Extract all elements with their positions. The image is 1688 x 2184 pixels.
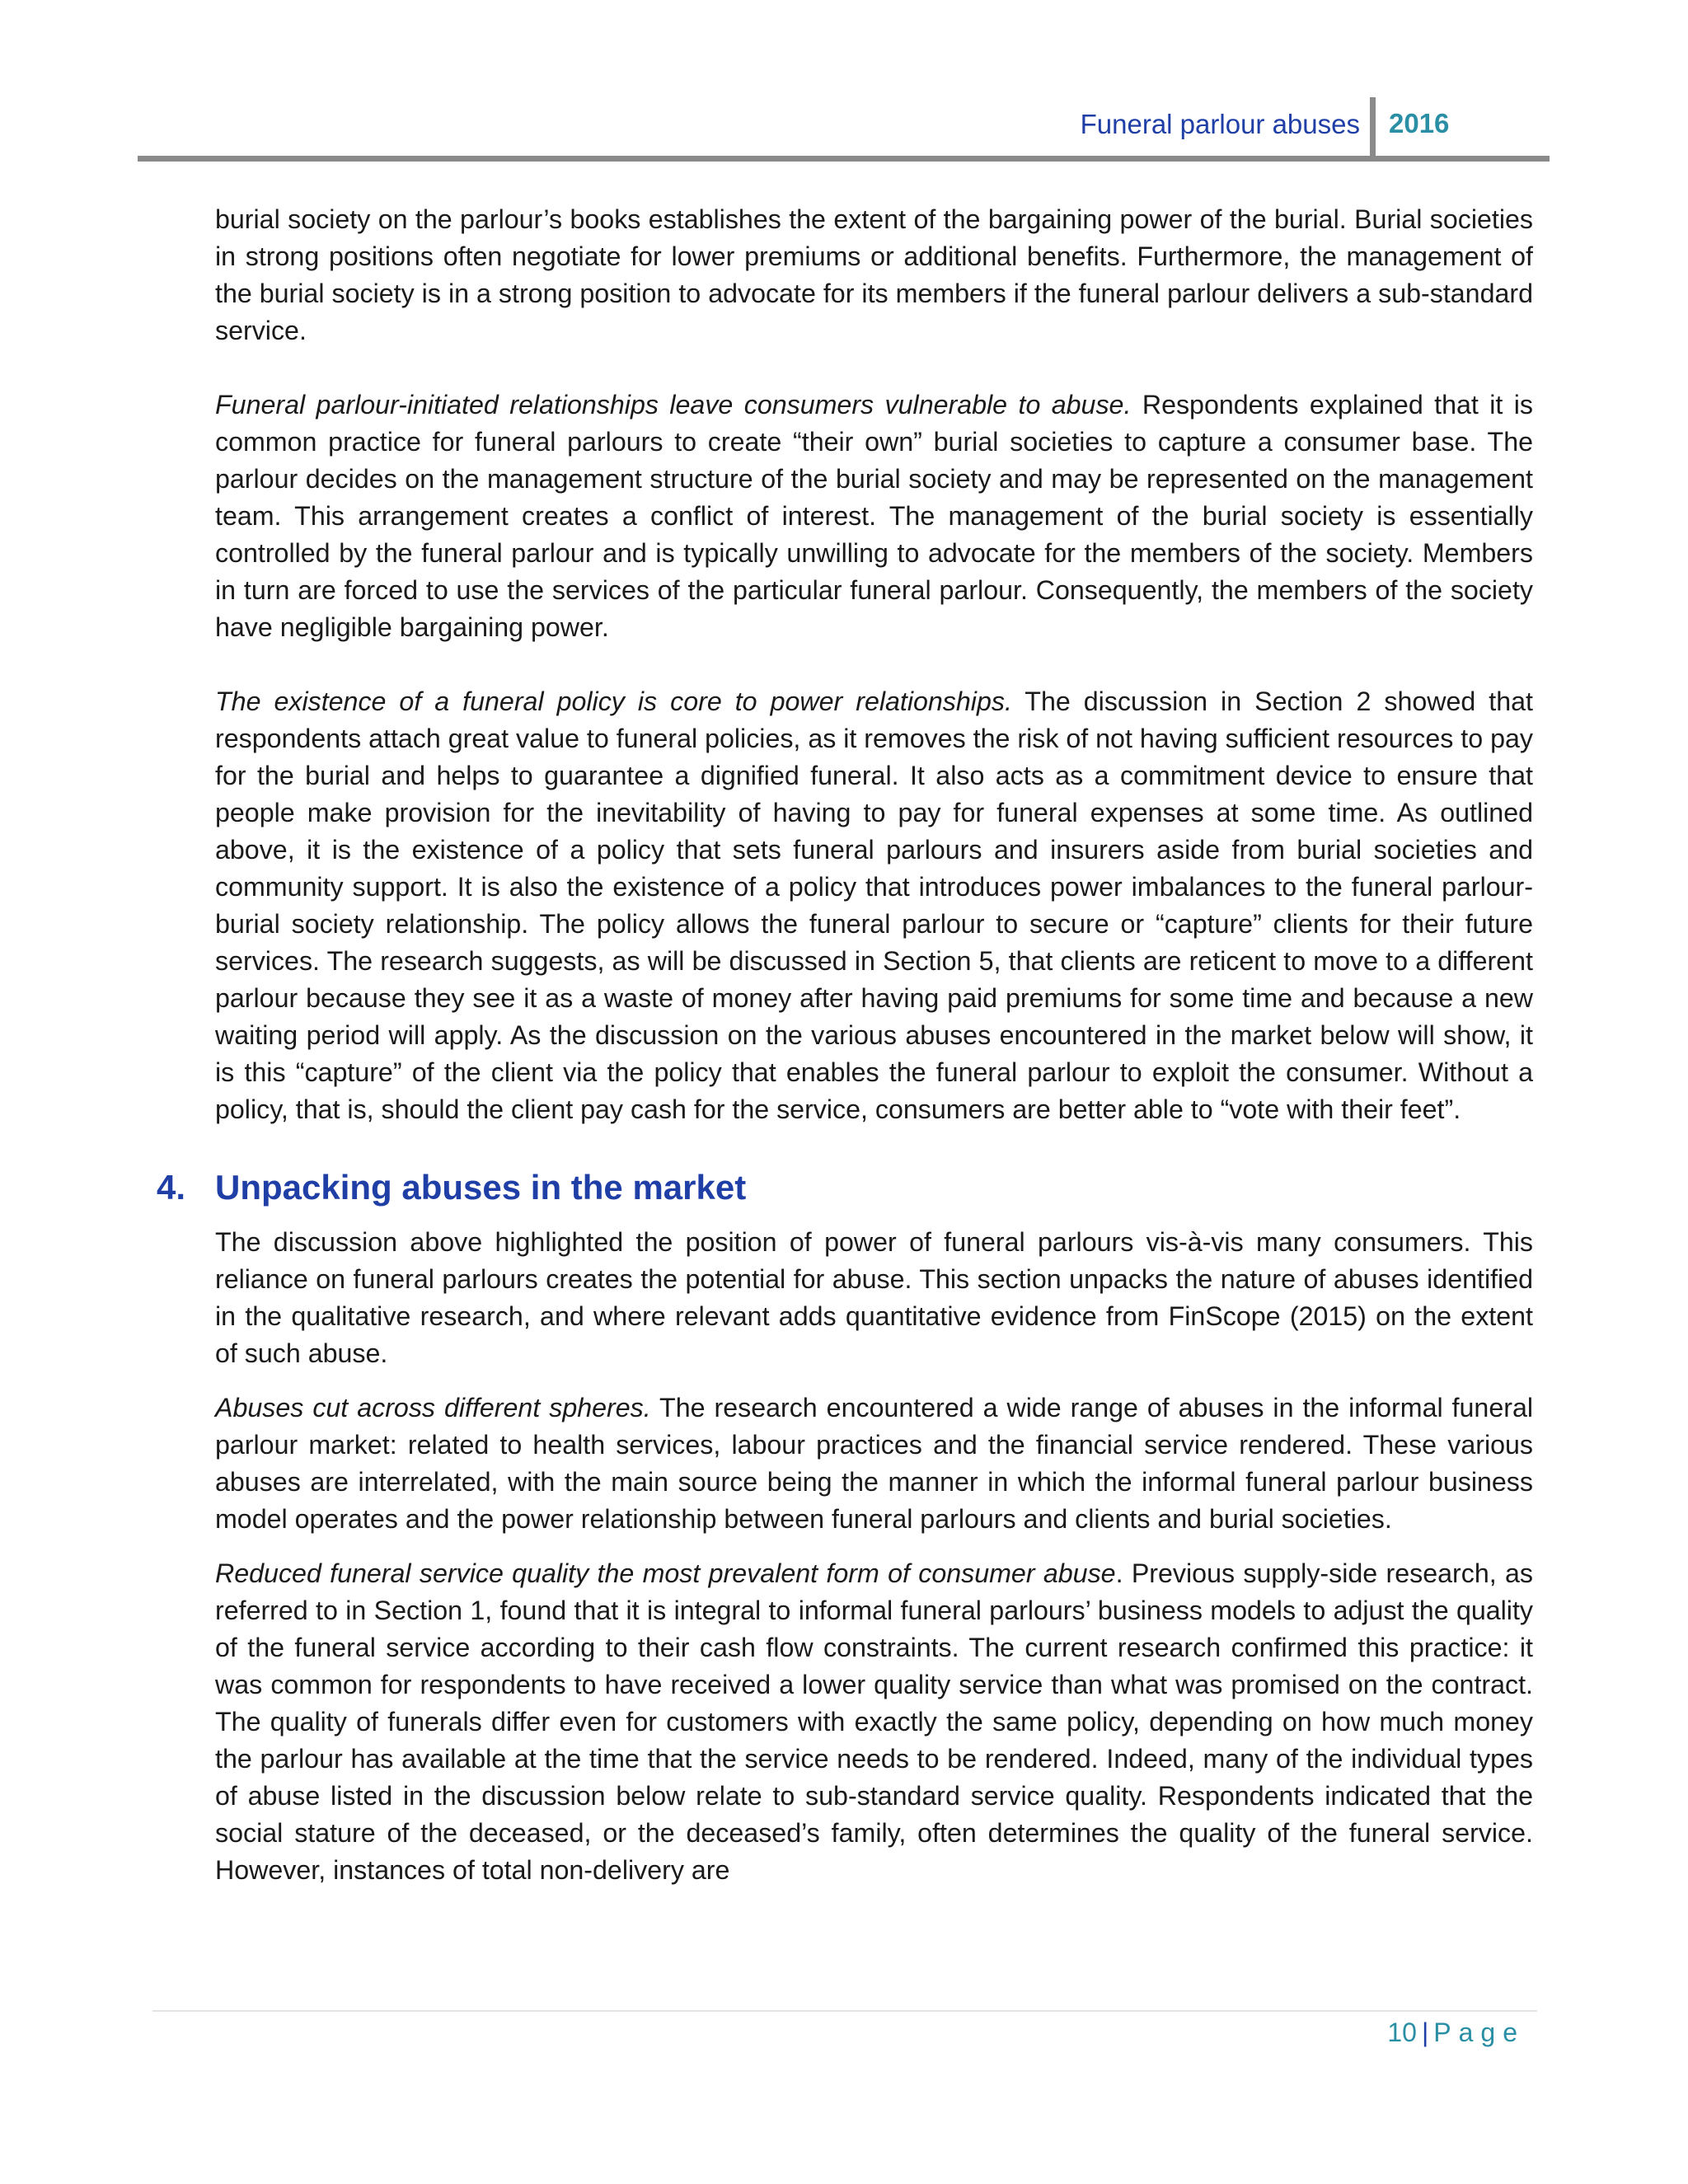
footer-rule [152,2010,1537,2012]
header-divider [1370,97,1376,162]
section-number: 4. [157,1168,186,1207]
page-footer [1387,2018,1525,2048]
page-header [138,97,1550,162]
page-label: Page [1433,2018,1525,2047]
paragraph-burial-society-bargaining: burial society on the parlour’s books establishes the extent of the bargaining power of the burial. Burial societies in strong positions often negotiate for lower premiums or additional benefits. Furthermore, the management of the burial society is in a strong position to advocate for its members if the funeral parlour delivers a sub-standard service. [215,204,1533,345]
paragraph-body: The research encountered a wide range of abuses in the informal funeral parlour market: related to health services, labour practices and the financial service rendered. These various abuses are interrelated, with the main source being the manner in which the informal funeral parlour business model operates and the power relationship between funeral parlours and clients and burial societies. [215,1393,1533,1534]
page-number: 10 [1387,2018,1417,2047]
paragraph-abuses-spheres [215,1390,1533,1538]
header-title: Funeral parlour abuses [1080,109,1360,139]
paragraph-body: The discussion in Section 2 showed that respondents attach great value to funeral policies, as it removes the risk of not having sufficient resources to pay for the burial and helps to guarantee a dignified funeral. It also acts as a commitment device to ensure that people make provision for the inevitability of having to pay for funeral expenses at some time. As outlined above, it is the existence of a policy that sets funeral parlours and insurers aside from burial societies and community support. It is also the existence of a policy that introduces power imbalances to the funeral parlour-burial society relationship. The policy allows the funeral parlour to secure or “capture” clients for their future services. The research suggests, as will be discussed in Section 5, that clients are reticent to move to a different parlour because they see it as a waste of money after having paid premiums for some time and because a new waiting period will apply. As the discussion on the various abuses encountered in the market below will show, it is this “capture” of the client via the policy that enables the funeral parlour to exploit the consumer. Without a policy, that is, should the client pay cash for the service, consumers are better able to “vote with their feet”. [215,687,1533,1124]
page-body [157,201,1533,1889]
paragraph-lead: Funeral parlour-initiated relationships leave consumers vulnerable to abuse. [215,390,1132,419]
paragraph-lead: The existence of a funeral policy is core to power relationships. [215,687,1012,716]
paragraph-lead: Abuses cut across different spheres. [215,1393,651,1422]
paragraph-body: Respondents explained that it is common practice for funeral parlours to create “their own” burial societies to capture a consumer base. The parlour decides on the management structure of the burial society and may be represented on the management team. This arrangement creates a conflict of interest. The management of the burial society is essentially controlled by the funeral parlour and is typically unwilling to advocate for the members of the society. Members in turn are forced to use the services of the particular funeral parlour. Consequently, the members of the society have negligible bargaining power. [215,390,1533,642]
paragraph-lead: Reduced funeral service quality the most prevalent form of consumer abuse [215,1558,1116,1588]
footer-separator: | [1421,2018,1429,2047]
paragraph-section-intro: The discussion above highlighted the position of power of funeral parlours vis-à-vis many consumers. This reliance on funeral parlours creates the potential for abuse. This section unpacks the nature of abuses identified in the qualitative research, and where relevant adds quantitative evidence from FinScope (2015) on the extent of such abuse. [215,1227,1533,1368]
paragraph-funeral-policy-power [215,683,1533,1128]
header-rule [138,156,1550,162]
section-title: Unpacking abuses in the market [215,1168,747,1207]
header-year: 2016 [1389,108,1450,138]
paragraph-parlour-initiated-relationships [215,387,1533,646]
section-heading [157,1164,1533,1212]
paragraph-body: . Previous supply-side research, as referred to in Section 1, found that it is integral to informal funeral parlours’ business models to adjust the quality of the funeral service according to their cash flow constraints. The current research confirmed this practice: it was common for respondents to have received a lower quality service than what was promised on the contract. The quality of funerals differ even for customers with exactly the same policy, depending on how much money the parlour has available at the time that the service needs to be rendered. Indeed, many of the individual types of abuse listed in the discussion below relate to sub-standard service quality. Respondents indicated that the social stature of the deceased, or the deceased’s family, often determines the quality of the funeral service. However, instances of total non-delivery are [215,1558,1533,1885]
paragraph-service-quality [215,1555,1533,1889]
